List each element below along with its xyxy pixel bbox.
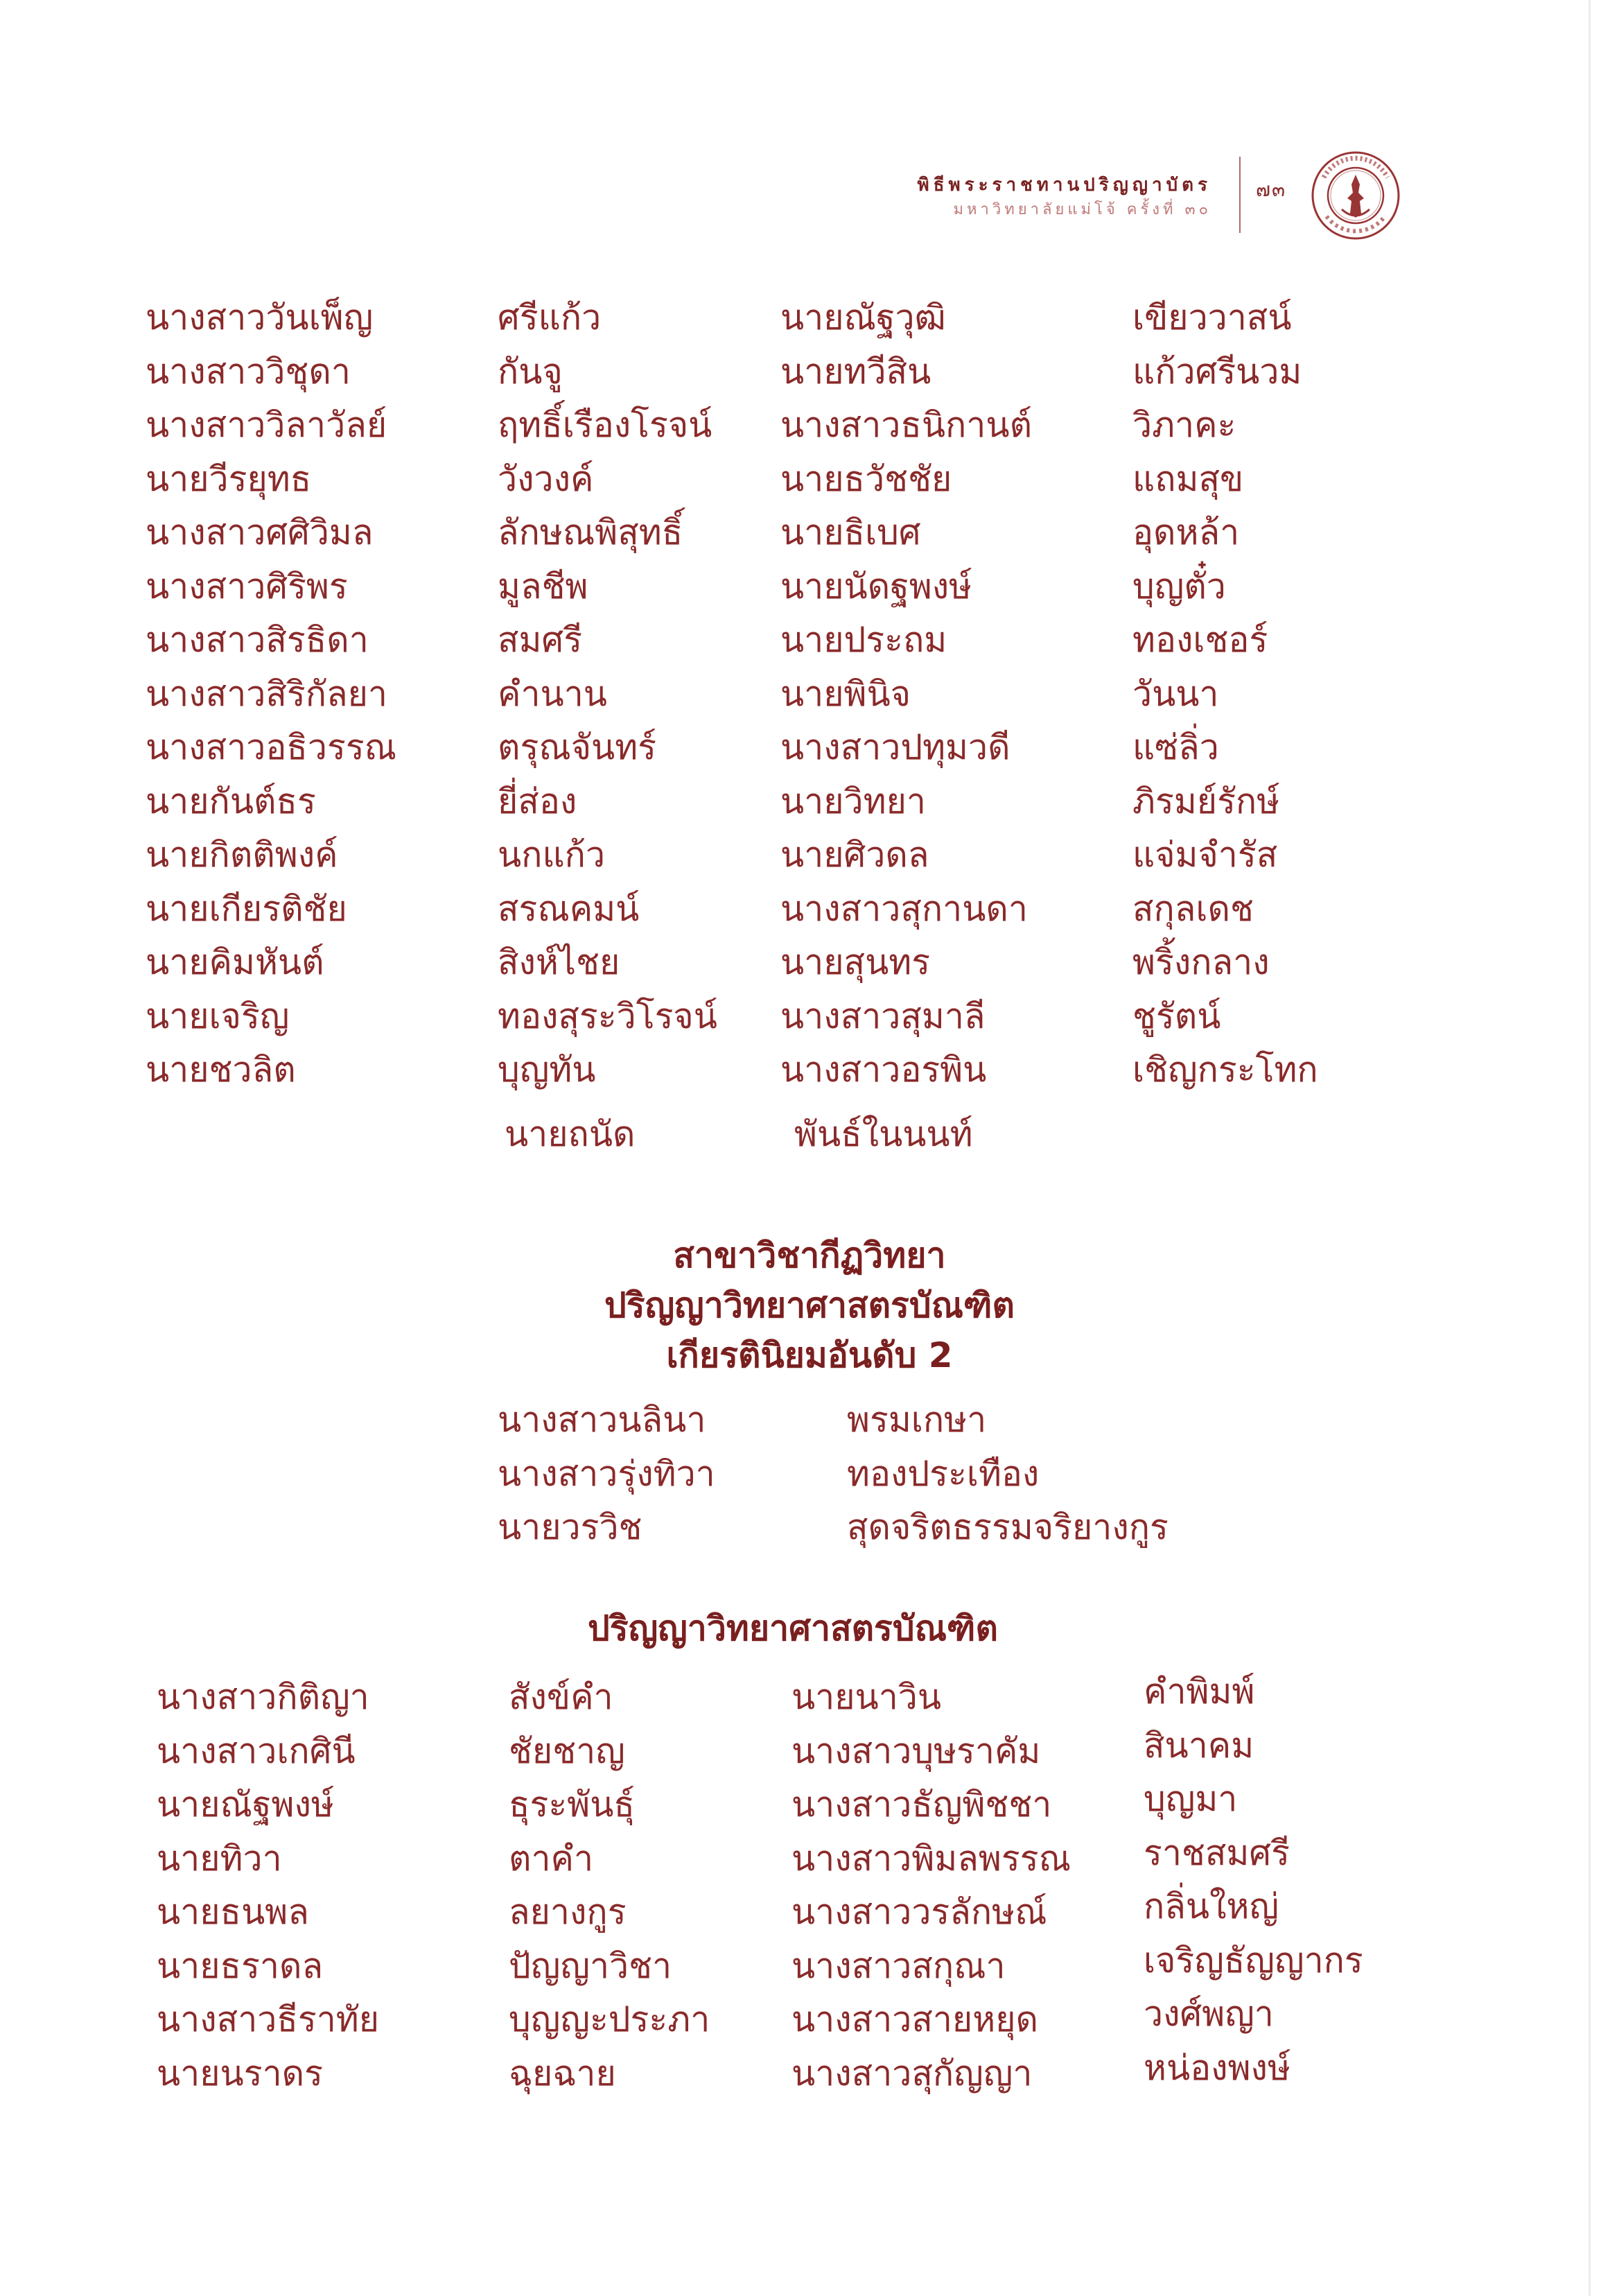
list-item: นายชวลิต (146, 1050, 296, 1090)
list-item: เขียววาสน์ (1132, 297, 1292, 338)
list-item: ฤทธิ์เรืองโรจน์ (498, 405, 712, 445)
list-item: นายเจริญ (146, 995, 290, 1036)
page-header (832, 150, 1455, 254)
list-item: นางสาวบุษราคัม (791, 1730, 1041, 1771)
list-item: นายพินิจ (780, 673, 911, 714)
list-item: ศรีแก้ว (498, 297, 602, 338)
list-item: บุญตั๋ว (1132, 566, 1226, 607)
list-item: ชูรัตน์ (1132, 995, 1221, 1036)
degree-heading-2: ปริญญาวิทยาศาสตรบัณฑิต (587, 1608, 999, 1649)
list-item: วังวงค์ (498, 458, 594, 499)
list-item: ตาคำ (509, 1838, 594, 1879)
list-item: พรมเกษา (847, 1400, 987, 1440)
list-item: นายศิวดล (780, 835, 929, 875)
list-item: สิงห์ไชย (498, 942, 620, 982)
list-item: นายกันต์ธร (146, 781, 316, 821)
list-item: นางสาวสายหยุด (791, 1999, 1038, 2040)
list-item: ปัญญาวิชา (509, 1945, 672, 1986)
list-item: วิภาคะ (1132, 405, 1236, 445)
list-item: นายธราดล (157, 1945, 324, 1986)
list-item: นางสาวสุกานดา (780, 888, 1028, 929)
list-item: สุดจริตธรรมจริยางกูร (847, 1507, 1169, 1547)
list-item: สรณคมน์ (498, 888, 640, 929)
given-names-column-3 (157, 1671, 379, 2101)
list-item: นางสาวศศิวิมล (146, 512, 374, 553)
list-item: วันนา (1132, 673, 1219, 714)
list-item: นางสาวสกุณา (791, 1945, 1006, 1986)
header-divider (1239, 157, 1241, 233)
list-item: นางสาวกิติญา (157, 1677, 369, 1717)
list-item: ภิรมย์รักษ์ (1132, 781, 1280, 821)
extra-surname: พันธ์ในนนท์ (794, 1114, 973, 1154)
list-item: คำนาน (498, 673, 607, 714)
list-item: นายเกียรติชัย (146, 888, 347, 929)
given-names-column-2 (780, 291, 1032, 1097)
list-item: นางสาวอรพิน (780, 1050, 987, 1090)
list-item: ราชสมศรี (1144, 1832, 1290, 1873)
list-item: สินาคม (1144, 1725, 1254, 1766)
list-item: ยี่ส่อง (498, 781, 577, 821)
list-item: นางสาวเกศินี (157, 1730, 356, 1771)
list-item: นางสาวสิริกัลยา (146, 673, 387, 714)
list-item: นายนราดร (157, 2053, 323, 2094)
list-item: มูลชีพ (498, 566, 588, 607)
list-item: นายธนพล (157, 1892, 309, 1932)
extra-given-name: นายถนัด (505, 1114, 636, 1154)
list-item: คำพิมพ์ (1144, 1671, 1255, 1712)
list-item: แถมสุข (1132, 458, 1244, 499)
list-item: นายสุนทร (780, 942, 931, 982)
list-item: นางสาวพิมลพรรณ (791, 1838, 1071, 1879)
surnames-column-4 (1144, 1665, 1363, 2095)
list-item: บุญทัน (498, 1050, 596, 1090)
list-item: แซ่ลิ่ว (1132, 727, 1219, 767)
list-item: วงศ์พญา (1144, 1994, 1274, 2034)
list-item: นางสาวปทุมวดี (780, 727, 1010, 767)
surnames-column-1 (498, 291, 717, 1097)
list-item: สกุลเดช (1132, 888, 1254, 929)
list-item: นายประถม (780, 620, 947, 660)
list-item: ทองประเทือง (847, 1453, 1040, 1494)
list-item: นายนาวิน (791, 1677, 942, 1717)
list-item: นางสาวสุกัญญา (791, 2053, 1033, 2094)
list-item: นางสาวธนิกานต์ (780, 405, 1033, 445)
list-item: นายคิมหันต์ (146, 942, 324, 982)
surnames-column-3 (509, 1671, 710, 2101)
list-item: นางสาววิลาวัลย์ (146, 405, 387, 445)
list-item: ฉุยฉาย (509, 2053, 616, 2094)
list-item: นางสาวรุ่งทิวา (498, 1453, 715, 1494)
list-item: นายวีรยุทธ (146, 458, 312, 499)
list-item: นายทิวา (157, 1838, 282, 1879)
list-item: บุญญะประภา (509, 1999, 710, 2040)
list-item: นายวรวิช (498, 1507, 642, 1547)
given-names-column-1 (146, 291, 396, 1097)
list-item: นางสาวนลินา (498, 1400, 706, 1440)
list-item: กันจู (498, 351, 563, 392)
list-item: นกแก้ว (498, 835, 606, 875)
list-item: นางสาวศิริพร (146, 566, 348, 607)
list-item: บุญมา (1144, 1779, 1238, 1819)
list-item: สมศรี (498, 620, 583, 660)
list-item: ทองสุระวิโรจน์ (498, 995, 717, 1036)
list-item: สังข์คำ (509, 1677, 613, 1717)
list-item: พริ้งกลาง (1132, 942, 1270, 982)
list-item: ธุระพันธุ์ (509, 1784, 635, 1825)
ceremony-subtitle: มหาวิทยาลัยแม่โจ้ ครั้งที่ ๓๐ (953, 201, 1211, 218)
list-item: เชิญกระโทก (1132, 1050, 1318, 1090)
page-number: ๗๓ (1256, 178, 1287, 201)
list-item: นางสาววันเพ็ญ (146, 297, 374, 338)
list-item: ลยางกูร (509, 1892, 627, 1932)
list-item: กลิ่นใหญ่ (1144, 1886, 1279, 1927)
list-item: นายกิตติพงค์ (146, 835, 338, 875)
list-item: นางสาววิชุดา (146, 351, 351, 392)
university-seal-icon (1310, 150, 1401, 241)
list-item: อุดหล้า (1132, 512, 1240, 553)
list-item: นางสาวธีราทัย (157, 1999, 380, 2040)
honors-heading: เกียรตินิยมอันดับ 2 (666, 1335, 953, 1375)
honors-name-list (0, 1393, 1619, 1560)
list-item: นางสาวธัญพิชชา (791, 1784, 1052, 1825)
list-item: นางสาววรลักษณ์ (791, 1892, 1047, 1932)
list-item: แก้วศรีนวม (1132, 351, 1302, 392)
list-item: แจ่มจำรัส (1132, 835, 1278, 875)
list-item: ชัยชาญ (509, 1730, 625, 1771)
ceremony-title: พิธีพระราชทานปริญญาบัตร (917, 175, 1211, 195)
list-item: นางสาวสิรธิดา (146, 620, 369, 660)
list-item: นายธิเบศ (780, 512, 921, 553)
major-heading: สาขาวิชากีฏวิทยา (673, 1235, 946, 1276)
name-list-section-3 (0, 1671, 1619, 2107)
list-item: นายณัฐวุฒิ (780, 297, 946, 338)
list-item: ตรุณจันทร์ (498, 727, 657, 767)
list-item: นายธวัชชัย (780, 458, 952, 499)
list-item: นางสาวสุมาลี (780, 995, 986, 1036)
name-list-section-1 (0, 291, 1619, 1165)
list-item: นายนัดฐพงษ์ (780, 566, 972, 607)
surnames-column-2 (1132, 291, 1318, 1097)
list-item: ทองเชอร์ (1132, 620, 1268, 660)
honors-surnames (847, 1393, 1169, 1555)
list-item: ลักษณพิสุทธิ์ (498, 512, 683, 553)
list-item: เจริญธัญญากร (1144, 1940, 1363, 1981)
list-item: หน่องพงษ์ (1144, 2047, 1290, 2088)
list-item: นายทวีสิน (780, 351, 931, 392)
given-names-column-4 (791, 1671, 1071, 2101)
list-item: นายณัฐพงษ์ (157, 1784, 334, 1825)
list-item: นางสาวอธิวรรณ (146, 727, 397, 767)
honors-given-names (498, 1393, 715, 1555)
list-item: นายวิทยา (780, 781, 926, 821)
degree-heading: ปริญญาวิทยาศาสตรบัณฑิต (604, 1285, 1015, 1325)
